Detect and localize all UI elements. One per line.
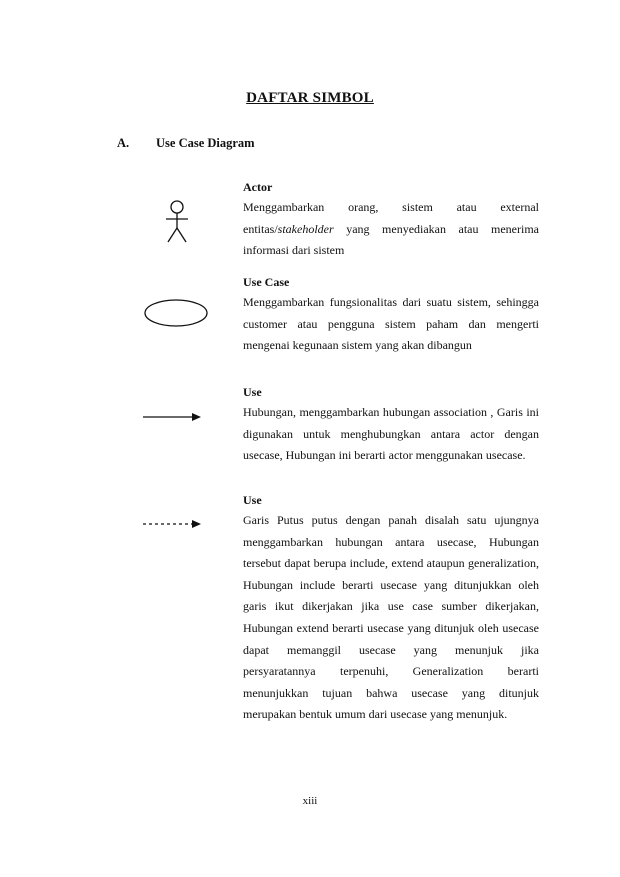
entry-title: Use Case [243,275,290,289]
solid-arrow-icon [142,410,202,424]
entry-title: Use [243,385,262,399]
actor-icon [163,198,191,246]
dashed-arrow-icon [142,517,202,531]
entry-title: Use [243,493,262,507]
entry-title: Actor [243,180,273,194]
entry-description: Menggambarkan fungsionalitas dari suatu sistem, sehingga customer atau pengguna sistem paham dan mengerti mengenai kegunaan sistem yang akan dibangun [243,295,539,353]
entry-description-part: yang menyediakan atau menerima informasi dari sistem [243,221,539,258]
entry-use-dashed [243,490,539,726]
entry-actor [243,177,539,262]
entry-use-solid [243,382,539,467]
entry-description: Hubungan, menggambarkan hubungan association , Garis ini digunakan untuk menghubungkan antara actor dengan usecase, Hubungan ini berarti actor menggunakan usecase. [243,405,539,463]
entry-description-part: Menggambarkan orang, sistem atau external entitas/ [243,200,539,236]
entry-description: Garis Putus putus dengan panah disalah satu ujungnya menggambarkan hubungan antara usecase, Hubungan tersebut dapat berupa include, extend ataupun generalization, Hubungan include berarti usecase yang ditunjukkan oleh garis ikut dikerjakan jika use case sumber dikerjakan, Hubungan extend berarti usecase yang ditunjuk oleh usecase dapat memanggil usecase yang menunjuk jika persyaratannya terpenuhi, Generalization berarti menunjukkan tujuan bahwa usecase yang ditunjuk merupakan bentuk umum dari usecase yang menunjuk. [243,513,539,722]
use-case-ellipse-icon [143,298,209,328]
section-title: Use Case Diagram [156,136,255,150]
entry-description [243,197,539,262]
page-number: xiii [302,795,318,807]
section-letter: A. [117,136,130,150]
entry-use-case [243,272,539,357]
entry-description-emphasis: stakeholder [277,221,334,236]
page-title: DAFTAR SIMBOL [246,90,374,106]
